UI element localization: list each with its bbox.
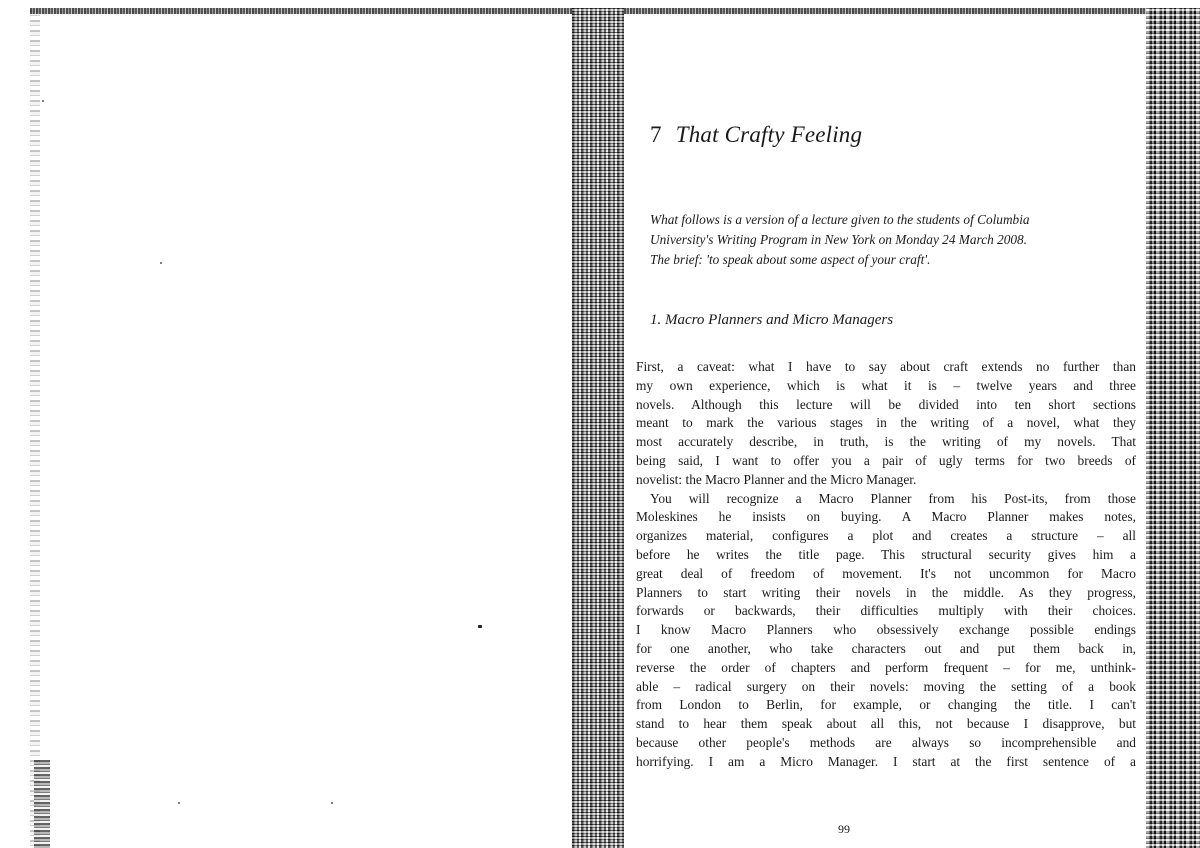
body-line: I know Macro Planners who obsessively exchange possible endings (636, 622, 1136, 638)
intro-line: What follows is a version of a lecture given to the students of Columbia (650, 212, 1030, 227)
body-line: most accurately describe, in truth, is the writing of my novels. That (636, 434, 1136, 450)
intro-line: The brief: 'to speak about some aspect of your craft'. (650, 252, 931, 267)
body-line: organizes material, configures a plot and creates a structure – all (636, 528, 1136, 544)
scan-speck (160, 262, 162, 264)
body-line: stand to hear them speak about all this, not because I disapprove, but (636, 716, 1136, 732)
chapter-intro (650, 210, 1120, 270)
body-line: meant to mark the various stages in the writing of a novel, what they (636, 415, 1136, 431)
page-number: 99 (838, 822, 850, 836)
body-line: able – radical surgery on their novels: moving the setting of a book (636, 678, 1136, 694)
body-line: before he writes the title page. This structural security gives him a (636, 546, 1136, 562)
scan-speck (331, 802, 333, 804)
left-page-edge (30, 10, 40, 848)
scan-speck (42, 100, 44, 102)
body-line: being said, I want to offer you a pair of ugly terms for two breeds of (636, 452, 1136, 468)
body-line: Planners to start writing their novels in the middle. As they progress, (636, 584, 1136, 600)
body-line: my own experience, which is what it is – twelve years and three (636, 377, 1136, 393)
body-line: from London to Berlin, for example, or changing the title. I can't (636, 697, 1136, 713)
intro-line: University's Writing Program in New York on Monday 24 March 2008. (650, 232, 1027, 247)
scan-speck (478, 625, 482, 628)
body-text (636, 358, 1136, 772)
body-line: reverse the order of chapters and perform frequent – for me, unthink- (636, 659, 1136, 675)
body-line: because other people's methods are always so incomprehensible and (636, 734, 1136, 750)
body-line: novels. Although this lecture will be divided into ten short sections (636, 396, 1136, 412)
body-line: Moleskines he insists on buying. A Macro Planner makes notes, (636, 509, 1136, 525)
right-page-edge (1146, 8, 1200, 848)
body-line: horrifying. I am a Micro Manager. I start at the first sentence of a (636, 753, 1136, 769)
book-gutter (572, 8, 624, 848)
body-line: forwards or backwards, their difficulties multiply with their choices. (636, 603, 1136, 619)
body-line: novelist: the Macro Planner and the Micro Manager. (636, 471, 917, 487)
body-line: You will recognize a Macro Planner from his Post-its, from those (650, 490, 1136, 506)
left-page-edge-shadow (34, 760, 50, 848)
section-heading: 1. Macro Planners and Micro Managers (650, 312, 894, 328)
chapter-number: 7 (650, 122, 662, 147)
scan-speck (178, 802, 180, 804)
chapter-title (650, 122, 862, 148)
chapter-title-text: That Crafty Feeling (675, 122, 863, 147)
body-line: great deal of freedom of movement. It's not uncommon for Macro (636, 565, 1136, 581)
left-page (0, 0, 590, 848)
body-line: for one another, who take characters out and put them back in, (636, 640, 1136, 656)
body-line: First, a caveat: what I have to say about craft extends no further than (636, 359, 1136, 374)
